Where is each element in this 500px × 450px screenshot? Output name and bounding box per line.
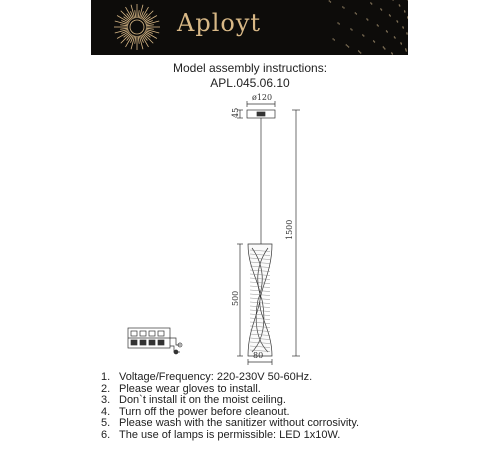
instructions-list <box>101 372 359 442</box>
instruction-item: 1. Voltage/Frequency: 220-230V 50-60Hz. <box>101 371 313 383</box>
brand-name: Aployt <box>177 9 262 37</box>
instruction-item: 6. The use of lamps is permissible: LED 1x10W. <box>101 428 341 441</box>
instruction-item: 3. Don`t install it on the moist ceiling. <box>101 394 286 407</box>
dim-shade-height: 500 <box>231 290 240 306</box>
twisted-shade <box>248 244 272 356</box>
document-title: Model assembly instructions: <box>172 61 328 75</box>
dim-total-height: 1500 <box>285 219 294 240</box>
dim-canopy-diameter: ø120 <box>252 93 273 102</box>
dim-canopy-height: 45 <box>231 107 240 118</box>
instruction-item: 2. Please wear gloves to install. <box>101 382 261 395</box>
terminal-block-diagram <box>128 328 182 354</box>
dim-shade-width: 80 <box>253 351 264 360</box>
instruction-item: 4. Turn off the power before cleanout. <box>101 405 290 418</box>
instruction-item: 5. Please wash with the sanitizer without corrosivity. <box>101 417 360 430</box>
model-code: APL.045.06.10 <box>210 76 290 90</box>
